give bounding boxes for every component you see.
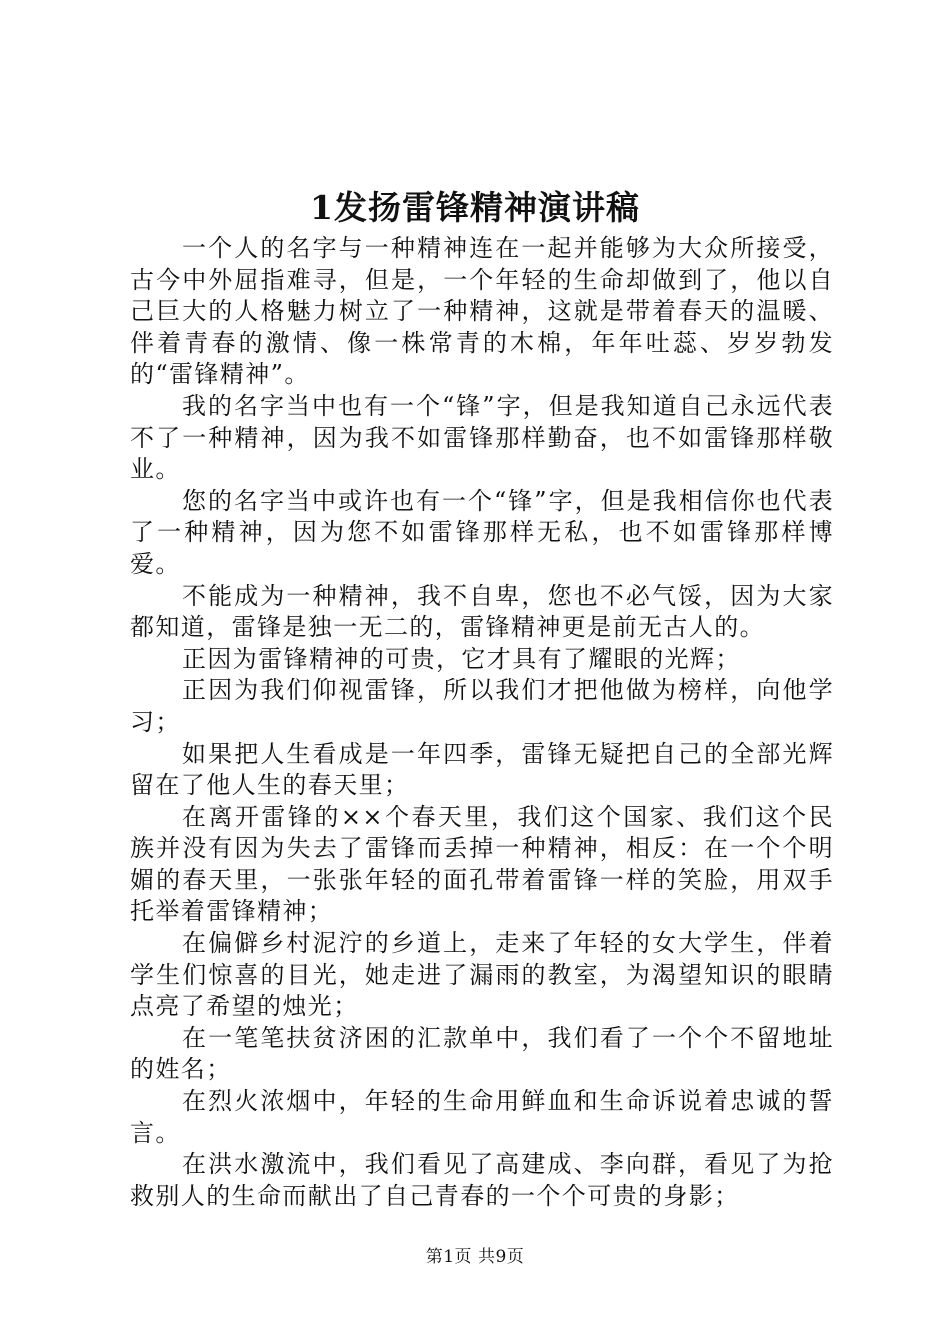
page-footer: 第1页 共9页 — [425, 1247, 525, 1267]
paragraph: 一个人的名字与一种精神连在一起并能够为大众所接受，古今中外屈指难寻，但是，一个年轻的生命却做到了，他以自己巨大的人格魅力树立了一种精神，这就是带着春天的温暖、伴着青春的激情、像一株常青的木棉，年年吐蕊、岁岁勃发的“雷锋精神”。 — [130, 234, 834, 389]
paragraph: 在烈火浓烟中，年轻的生命用鲜血和生命诉说着忠诚的誓言。 — [130, 1087, 834, 1147]
paragraph: 在离开雷锋的××个春天里，我们这个国家、我们这个民族并没有因为失去了雷锋而丢掉一种精神，相反：在一个个明媚的春天里，一张张年轻的面孔带着雷锋一样的笑脸，用双手托举着雷锋精神； — [130, 802, 834, 926]
paragraph: 在一笔笔扶贫济困的汇款单中，我们看了一个个不留地址的姓名； — [130, 1023, 834, 1084]
paragraph: 在洪水激流中，我们看见了高建成、李向群，看见了为抢救别人的生命而献出了自己青春的一个个可贵的身影； — [130, 1150, 834, 1210]
paragraph: 正因为我们仰视雷锋，所以我们才把他做为榜样，向他学习； — [130, 676, 834, 736]
document-title: 1发扬雷锋精神演讲稿 — [310, 188, 640, 227]
document-body — [130, 233, 834, 1212]
paragraph: 正因为雷锋精神的可贵，它才具有了耀眼的光辉； — [182, 644, 741, 673]
paragraph: 不能成为一种精神，我不自卑，您也不必气馁，因为大家都知道，雷锋是独一无二的，雷锋精神更是前无古人的。 — [130, 581, 834, 642]
paragraph: 我的名字当中也有一个“锋”字，但是我知道自己永远代表不了一种精神，因为我不如雷锋那样勤奋，也不如雷锋那样敬业。 — [130, 391, 834, 484]
paragraph: 如果把人生看成是一年四季，雷锋无疑把自己的全部光辉留在了他人生的春天里； — [130, 739, 834, 800]
paragraph: 您的名字当中或许也有一个“锋”字，但是我相信你也代表了一种精神，因为您不如雷锋那样无私，也不如雷锋那样博爱。 — [130, 486, 834, 578]
paragraph: 在偏僻乡村泥泞的乡道上，走来了年轻的女大学生，伴着学生们惊喜的目光，她走进了漏雨的教室，为渴望知识的眼睛点亮了希望的烛光； — [130, 929, 834, 1021]
